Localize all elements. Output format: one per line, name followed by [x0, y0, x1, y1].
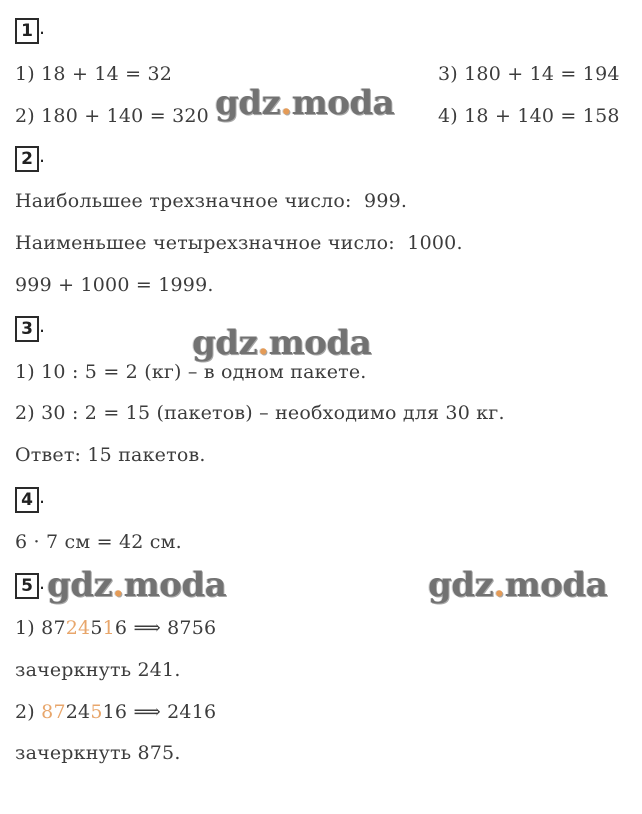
watermark-left: gdz	[215, 83, 281, 123]
watermark-right: moda	[268, 323, 372, 363]
task-number-dot: .	[39, 145, 46, 167]
task-number-4: 4	[15, 487, 39, 513]
task3-line-1: 1) 10 : 5 = 2 (кг) – в одном пакете.	[15, 361, 367, 383]
crossed-digit: 8	[41, 701, 54, 723]
task5-line-4: зачеркнуть 875.	[15, 742, 181, 764]
task-number-dot: .	[39, 315, 46, 337]
task5-line-1-prefix: 1)	[15, 617, 42, 639]
task-number-dot: .	[39, 17, 46, 39]
task3-answer: Ответ: 15 пакетов.	[15, 444, 206, 466]
watermark-right: moda	[504, 565, 608, 605]
task5-line-3-result: ⟹ 2416	[127, 701, 217, 723]
watermark-left: gdz	[428, 565, 494, 605]
watermark-left: gdz	[192, 323, 258, 363]
task1-item-4: 4) 18 + 140 = 158	[438, 105, 620, 127]
task-number-3: 3	[15, 316, 39, 342]
task2-line-1: Наибольшее трехзначное число: 999.	[15, 190, 408, 212]
watermark-right: moda	[291, 83, 395, 123]
digit: 7	[53, 617, 66, 639]
task5-line-3-prefix: 2)	[15, 701, 42, 723]
task5-line-2: зачеркнуть 241.	[15, 659, 181, 681]
watermark: gdz.moda	[215, 83, 395, 123]
digit: 2	[65, 701, 79, 723]
crossed-digit: 5	[90, 701, 103, 723]
task3-line-2: 2) 30 : 2 = 15 (пакетов) – необходимо для 30 кг.	[15, 402, 505, 424]
watermark: gdz.moda	[47, 565, 227, 605]
task-number-dot: .	[39, 486, 46, 508]
crossed-digit: 1	[102, 617, 115, 639]
task1-item-1: 1) 18 + 14 = 32	[15, 63, 173, 85]
task5-line-3	[15, 700, 216, 724]
digit: 5	[90, 617, 103, 639]
task4-line-1: 6 · 7 см = 42 см.	[15, 531, 182, 553]
task2-line-2: Наименьшее четырехзначное число: 1000.	[15, 232, 463, 254]
watermark-right: moda	[123, 565, 227, 605]
task5-line-1	[15, 616, 216, 640]
task2-line-3: 999 + 1000 = 1999.	[15, 274, 214, 296]
task-number-1: 1	[15, 18, 39, 44]
crossed-digit: 7	[53, 701, 66, 723]
digit: 6	[114, 617, 128, 639]
task1-item-2: 2) 180 + 140 = 320	[15, 105, 209, 127]
digit: 8	[41, 617, 54, 639]
digit: 6	[114, 701, 128, 723]
task1-item-3: 3) 180 + 14 = 194	[438, 63, 620, 85]
digit: 4	[78, 701, 91, 723]
task-number-2: 2	[15, 146, 39, 172]
digit: 1	[102, 701, 115, 723]
crossed-digit: 4	[78, 617, 91, 639]
watermark: gdz.moda	[428, 565, 608, 605]
task-number-dot: .	[39, 572, 46, 594]
watermark-left: gdz	[47, 565, 113, 605]
task-number-5: 5	[15, 573, 39, 599]
watermark: gdz.moda	[192, 323, 372, 363]
task5-line-1-result: ⟹ 8756	[127, 617, 217, 639]
crossed-digit: 2	[65, 617, 79, 639]
